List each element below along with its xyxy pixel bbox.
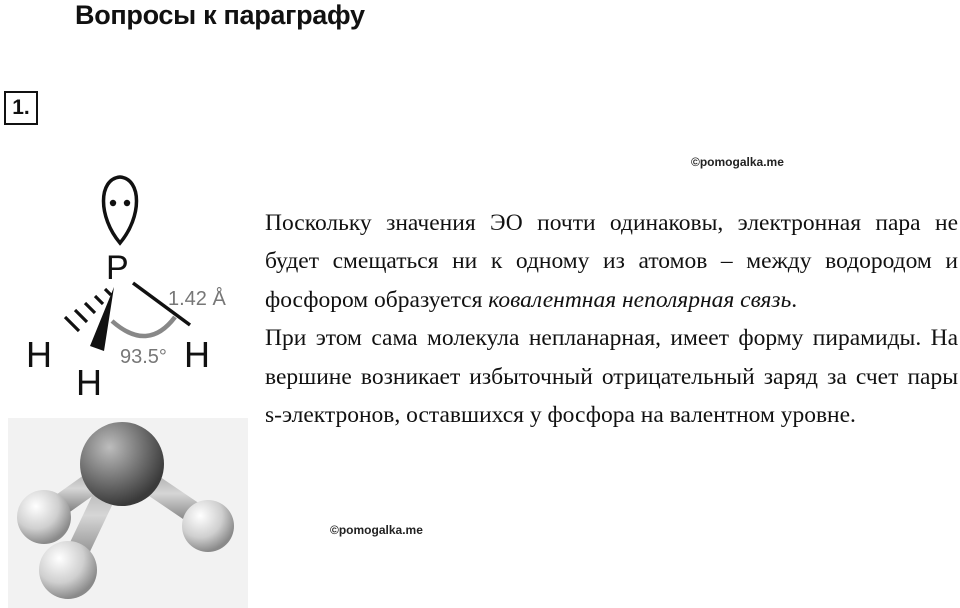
emphasized-term: ковалентная неполярная связь bbox=[488, 286, 792, 313]
atom-h-label-left: H bbox=[26, 334, 52, 375]
watermark: ©pomogalka.me bbox=[691, 155, 784, 169]
answer-text-span: . bbox=[791, 286, 798, 313]
model-hydrogen-atom bbox=[182, 500, 234, 552]
question-number: 1. bbox=[4, 91, 38, 125]
model-hydrogen-atom bbox=[39, 541, 97, 599]
bond-length-label: 1.42 Å bbox=[168, 288, 226, 310]
atom-h-label-right: H bbox=[184, 334, 210, 375]
answer-text bbox=[265, 204, 958, 434]
answer-text-span: Поскольку значения ЭО почти одинаковы, электронная пара не будет смещаться ни к одному из атомов – между водородом и фосфором образуется bbox=[265, 210, 958, 313]
atom-h-label-bottom: H bbox=[76, 362, 102, 403]
bond-angle-label: 93.5° bbox=[120, 346, 167, 368]
bond-angle-arc bbox=[112, 317, 175, 336]
model-hydrogen-atom bbox=[17, 490, 71, 544]
atom-p-label: P bbox=[106, 249, 129, 287]
model-phosphorus-atom bbox=[80, 422, 164, 506]
ph3-ball-and-stick-model bbox=[8, 418, 248, 608]
lone-pair-electron bbox=[110, 200, 116, 206]
lone-pair-lobe bbox=[104, 177, 137, 243]
ph3-structural-formula bbox=[8, 165, 248, 413]
answer-paragraph-2: При этом сама молекула непланарная, имеет форму пирамиды. На вершине возникает избыточный отрицательный заряд за счет пары s-электронов, оставшихся у фосфора на валентном уровне. bbox=[265, 325, 958, 429]
answer-paragraph-1 bbox=[265, 204, 958, 319]
lone-pair-electron bbox=[124, 200, 130, 206]
wedge-bond bbox=[90, 287, 114, 351]
watermark: ©pomogalka.me bbox=[330, 523, 423, 537]
section-heading: Вопросы к параграфу bbox=[75, 0, 365, 30]
